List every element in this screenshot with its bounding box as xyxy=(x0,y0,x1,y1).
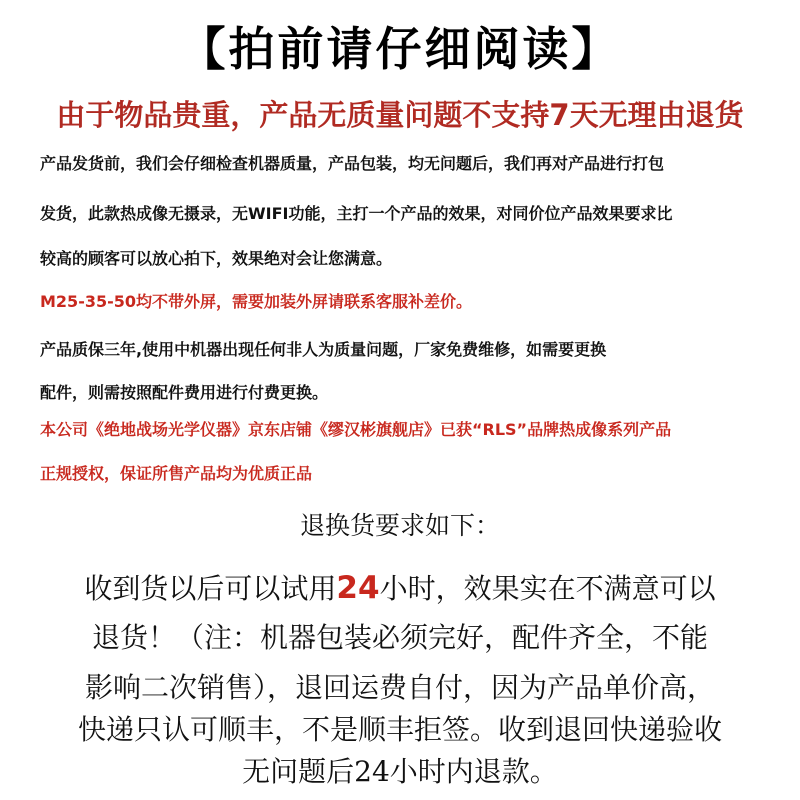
returns-line: 影响二次销售），退回运费自付，因为产品单价高， xyxy=(84,671,715,704)
returns-line: 快递只认可顺丰，不是顺丰拒签。收到退回快递验收 xyxy=(77,713,722,746)
authorization-note: 本公司《绝地战场光学仪器》京东店铺《缪汉彬旗舰店》已获“RLS”品牌热成像系列产品 xyxy=(40,420,672,439)
paragraph-line: 产品发货前，我们会仔细检查机器质量，产品包装，均无问题后，我们再对产品进行打包 xyxy=(40,154,665,173)
paragraph-line: 较高的顾客可以放心拍下，效果绝对会让您满意。 xyxy=(40,249,393,268)
paragraph-line: 发货，此款热成像无摄录，无WIFI功能，主打一个产品的效果，对同价位产品效果要求比 xyxy=(40,204,673,223)
returns-line: 无问题后24小时内退款。 xyxy=(242,755,558,788)
paragraph-line: 配件，则需按照配件费用进行付费更换。 xyxy=(40,383,329,402)
returns-line: 退货！（注：机器包装必须完好，配件齐全，不能 xyxy=(91,621,708,654)
notice-title: 【拍前请仔细阅读】 xyxy=(179,22,621,76)
external-screen-note: M25-35-50均不带外屏，需要加装外屏请联系客服补差价。 xyxy=(40,292,473,311)
authorization-note: 正规授权，保证所售产品均为优质正品 xyxy=(40,464,313,483)
returns-text: 小时，效果实在不满意可以 xyxy=(379,572,716,605)
returns-line xyxy=(0,560,800,616)
no-return-warning: 由于物品贵重，产品无质量问题不支持7天无理由退货 xyxy=(56,98,744,132)
returns-heading: 退换货要求如下： xyxy=(299,511,500,540)
trial-hours-highlight: 24 xyxy=(336,570,380,606)
returns-text: 收到货以后可以试用 xyxy=(84,572,337,605)
paragraph-line: 产品质保三年,使用中机器出现任何非人为质量问题，厂家免费维修，如需要更换 xyxy=(40,340,607,359)
